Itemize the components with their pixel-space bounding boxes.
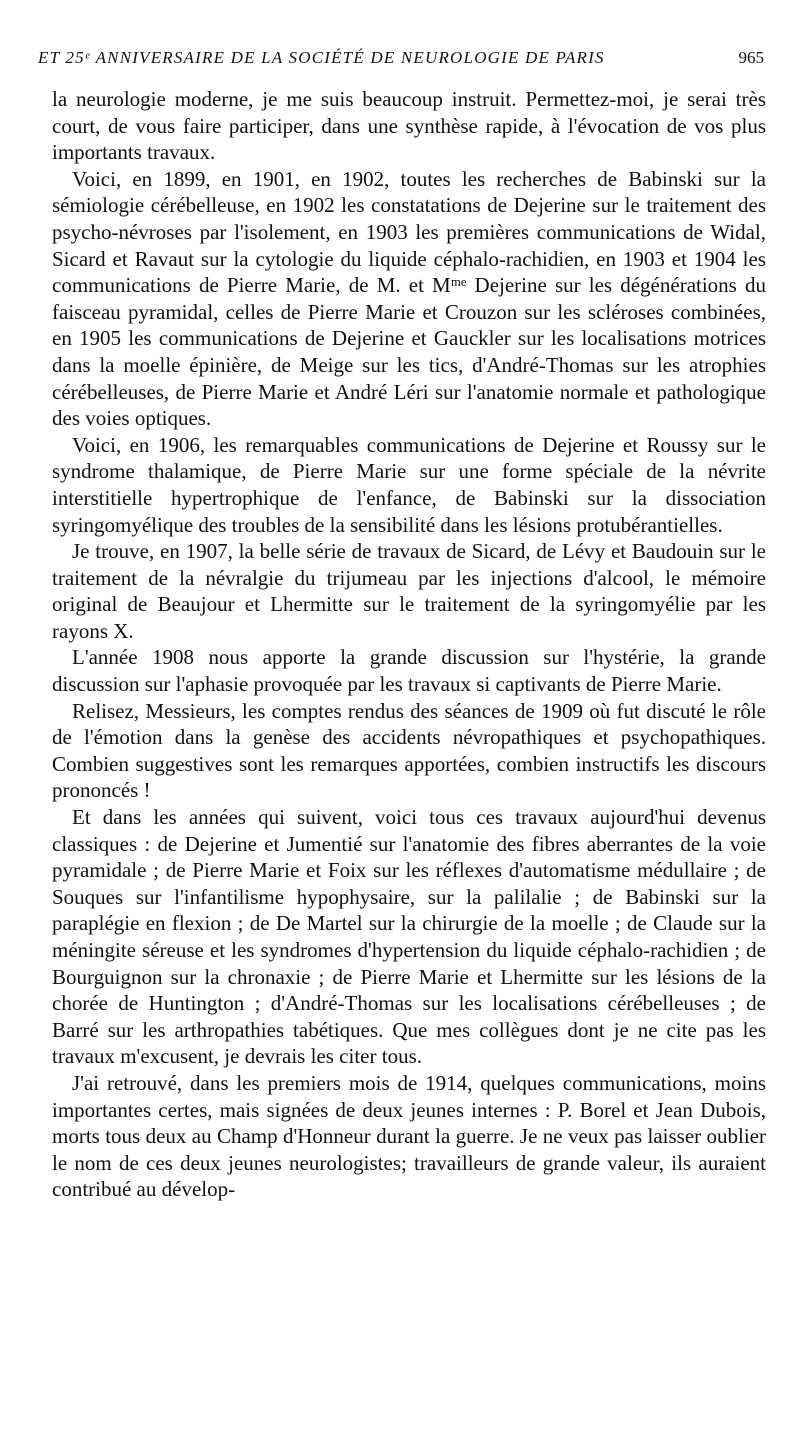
paragraph-4: Je trouve, en 1907, la belle série de travaux de Sicard, de Lévy et Baudouin sur le traitement de la névralgie du trijumeau par les injections d'alcool, le mémoire original de Beaujour et Lhermitte sur le traitement de la syringomyélie par les rayons X. bbox=[52, 539, 766, 643]
paragraph-2: Voici, en 1899, en 1901, en 1902, toutes les recherches de Babinski sur la sémiologie cérébelleuse, en 1902 les constatations de Dejerine sur le traitement des psycho-névroses par l'isolement, en 1903 les premières communications de Widal, Sicard et Ravaut sur la cytologie du liquide céphalo-rachidien, en 1903 et 1904 les communications de Pierre Marie, de M. et Mᵐᵉ Dejerine sur les dégénérations du faisceau pyramidal, celles de Pierre Marie et Crouzon sur les scléroses combinées, en 1905 les communications de Dejerine et Gauckler sur les localisations motrices dans la moelle épinière, de Meige sur les tics, d'André-Thomas sur les atrophies cérébelleuses, de Pierre Marie et André Léri sur l'anatomie normale et pathologique des voies optiques. bbox=[52, 166, 766, 431]
page-number: 965 bbox=[738, 48, 764, 67]
paragraph-3: Voici, en 1906, les remarquables communications de Dejerine et Roussy sur le syndrome thalamique, de Pierre Marie sur une forme spéciale de la névrite interstitielle hypertrophique de l'enfance, de Babinski sur la dissociation syringomyélique des troubles de la sensibilité dans les lésions protubérantielles. bbox=[52, 432, 766, 537]
paragraph-6: Relisez, Messieurs, les comptes rendus des séances de 1909 où fut discuté le rôle de l'émotion dans la genèse des accidents névropathiques et psychopathiques. Combien suggestives sont les remarques apportées, combien instructifs les discours prononcés ! bbox=[52, 698, 766, 803]
running-header bbox=[38, 48, 764, 68]
paragraph-8: J'ai retrouvé, dans les premiers mois de 1914, quelques communications, moins importantes certes, mais signées de deux jeunes internes : P. Borel et Jean Dubois, morts tous deux au Champ d'Honneur durant la guerre. Je ne veux pas laisser oublier le nom de ces deux jeunes neurologistes; travailleurs de grande valeur, ils auraient contribué au dévelop- bbox=[52, 1070, 766, 1202]
running-header-title: ET 25ᵉ ANNIVERSAIRE DE LA SOCIÉTÉ DE NEUROLOGIE DE PARIS bbox=[38, 48, 605, 67]
body-text bbox=[52, 86, 766, 1203]
paragraph-5: L'année 1908 nous apporte la grande discussion sur l'hystérie, la grande discussion sur l'aphasie provoquée par les travaux si captivants de Pierre Marie. bbox=[52, 645, 766, 697]
paragraph-7: Et dans les années qui suivent, voici tous ces travaux aujourd'hui devenus classiques : de Dejerine et Jumentié sur l'anatomie des fibres aberrantes de la voie pyramidale ; de Pierre Marie et Foix sur les réflexes d'automatisme médullaire ; de Souques sur l'infantilisme hypophysaire, sur la palilalie ; de Babinski sur la paraplégie en flexion ; de De Martel sur la chirurgie de la moelle ; de Claude sur la méningite séreuse et les syndromes d'hypertension du liquide céphalo-rachidien ; de Bourguignon sur la chronaxie ; de Pierre Marie et Lhermitte sur les lésions de la chorée de Huntington ; d'André-Thomas sur les localisations cérébelleuses ; de Barré sur les arthropathies tabétiques. Que mes collègues dont je ne cite pas les travaux m'excusent, je devrais les citer tous. bbox=[52, 805, 766, 1069]
paragraph-1: la neurologie moderne, je me suis beaucoup instruit. Permettez-moi, je serai très court, de vous faire participer, dans une synthèse rapide, à l'évocation de vos plus importants travaux. bbox=[52, 87, 766, 165]
